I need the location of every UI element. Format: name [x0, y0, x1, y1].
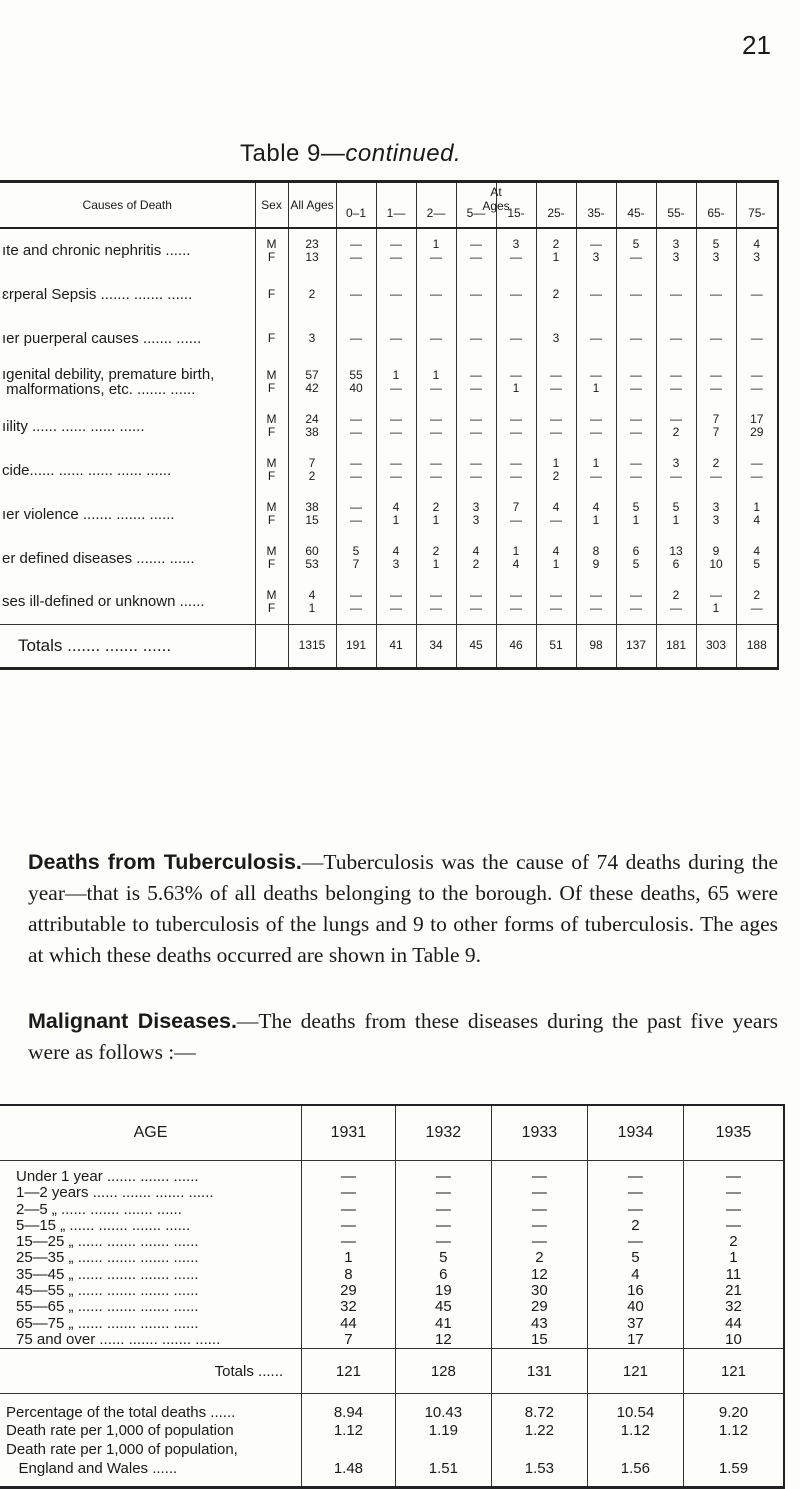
year-value: 32	[683, 1299, 784, 1315]
sex-cell: M F	[255, 228, 288, 272]
stat-value: 1.12	[302, 1422, 396, 1440]
age-label: 2—5 „ ...... ....... ....... ......	[16, 1200, 182, 1218]
totals-age-cell: 303	[696, 624, 736, 668]
stat-value: 10.43	[395, 1394, 491, 1423]
cause-cell: cide...... ...... ...... ...... ......	[2, 461, 172, 479]
year-value: 1	[683, 1250, 784, 1266]
year-value: —	[683, 1218, 784, 1234]
stat-value: 1.56	[587, 1440, 683, 1488]
table-row	[0, 536, 778, 580]
totals-value: 121	[302, 1349, 396, 1394]
age-cell: 1 4	[736, 492, 778, 536]
header-age-0: 0–1	[336, 182, 376, 229]
table-title-suffix: —continued.	[320, 140, 462, 167]
year-value: 32	[302, 1299, 396, 1315]
age-cell: 2 1	[416, 492, 456, 536]
year-value: —	[491, 1218, 587, 1234]
year-value: 44	[683, 1316, 784, 1332]
year-value: 21	[683, 1283, 784, 1299]
table-row	[0, 228, 778, 272]
age-label: 5—15 „ ...... ....... ....... ......	[16, 1216, 191, 1234]
header-age-6: 35-	[576, 182, 616, 229]
age-cell: 2 —	[736, 580, 778, 624]
stat-value: 8.72	[491, 1394, 587, 1423]
header-age-7: 45-	[616, 182, 656, 229]
age-cell: 3 —	[496, 228, 536, 272]
year-value: —	[302, 1234, 396, 1250]
age-cell: — —	[616, 448, 656, 492]
totals-age-cell: 98	[576, 624, 616, 668]
malignant-heading: Malignant Diseases.	[28, 1009, 237, 1033]
age-cell: — —	[456, 448, 496, 492]
stat-value: 1.51	[395, 1440, 491, 1488]
header-age-2: 2—	[416, 182, 456, 229]
year-value: —	[395, 1234, 491, 1250]
age-cell: 4 1	[536, 536, 576, 580]
totals-row	[0, 624, 778, 668]
all-ages-cell: 23 13	[288, 228, 336, 272]
year-value: 2	[587, 1218, 683, 1234]
age-cell: 5 7	[336, 536, 376, 580]
age-cell: — —	[456, 360, 496, 404]
totals-sex-cell	[255, 624, 288, 668]
year-value: 40	[587, 1299, 683, 1315]
age-label: 15—25 „ ...... ....... ....... ......	[16, 1233, 199, 1251]
all-ages-cell: 24 38	[288, 404, 336, 448]
sex-cell: M F	[255, 492, 288, 536]
age-cell: —	[616, 316, 656, 360]
age-cell: —	[576, 316, 616, 360]
age-cell: 1 —	[576, 448, 616, 492]
age-cell: — —	[376, 228, 416, 272]
year-value: 19	[395, 1283, 491, 1299]
age-cell: 2 1	[536, 228, 576, 272]
header-1931: 1931	[302, 1105, 396, 1161]
age-cell: 1 —	[416, 228, 456, 272]
stat-label: Death rate per 1,000 of population, England and Wales ......	[0, 1440, 302, 1488]
header-age: AGE	[0, 1105, 302, 1161]
age-cell: 3 —	[656, 448, 696, 492]
stat-value: 1.53	[491, 1440, 587, 1488]
malignant-totals-row	[0, 1349, 784, 1394]
age-cell: 9 10	[696, 536, 736, 580]
year-value: 5	[395, 1250, 491, 1266]
age-cell: 4 3	[736, 228, 778, 272]
age-cell: —	[376, 272, 416, 316]
all-ages-cell: 2	[288, 272, 336, 316]
table9-header-row	[0, 182, 778, 229]
sex-cell: F	[255, 316, 288, 360]
malignant-row	[0, 1234, 784, 1250]
age-cell: 1 2	[536, 448, 576, 492]
age-cell: — 1	[496, 360, 536, 404]
year-value: 4	[587, 1267, 683, 1283]
malignant-row	[0, 1316, 784, 1332]
age-cell: — —	[656, 360, 696, 404]
age-cell: —	[736, 272, 778, 316]
cause-cell: ıer violence ....... ....... ......	[2, 505, 175, 523]
year-value: 10	[683, 1332, 784, 1349]
age-cell: — —	[536, 360, 576, 404]
age-cell: — —	[576, 580, 616, 624]
age-cell: —	[336, 272, 376, 316]
age-cell: 4 2	[456, 536, 496, 580]
stat-value: 1.22	[491, 1422, 587, 1440]
totals-age-cell: 181	[656, 624, 696, 668]
year-value: 15	[491, 1332, 587, 1349]
year-value: —	[491, 1234, 587, 1250]
age-cell: 5 1	[656, 492, 696, 536]
year-value: —	[587, 1234, 683, 1250]
table-title	[240, 140, 461, 168]
stat-label: Death rate per 1,000 of population	[6, 1422, 234, 1440]
age-cell: 13 6	[656, 536, 696, 580]
age-cell: 5 —	[616, 228, 656, 272]
year-value: —	[302, 1202, 396, 1218]
age-cell: — —	[616, 580, 656, 624]
age-cell: — —	[416, 448, 456, 492]
year-value: —	[491, 1161, 587, 1186]
age-label: 75 and over ...... ....... ....... ......	[16, 1330, 221, 1348]
malignant-row	[0, 1267, 784, 1283]
header-1932: 1932	[395, 1105, 491, 1161]
age-cell: — 1	[696, 580, 736, 624]
age-cell: — —	[456, 228, 496, 272]
year-value: —	[395, 1202, 491, 1218]
age-cell: 2 —	[656, 580, 696, 624]
malignant-row	[0, 1250, 784, 1266]
age-cell: 4 5	[736, 536, 778, 580]
sex-cell: M F	[255, 448, 288, 492]
malignant-row	[0, 1185, 784, 1201]
year-value: —	[683, 1161, 784, 1186]
age-cell: —	[696, 316, 736, 360]
stat-value: 1.12	[683, 1422, 784, 1440]
header-age-8: 55-	[656, 182, 696, 229]
header-at-ages: At Ages	[482, 185, 510, 213]
age-cell: 6 5	[616, 536, 656, 580]
year-value: —	[395, 1161, 491, 1186]
table-row	[0, 492, 778, 536]
all-ages-cell: 3	[288, 316, 336, 360]
age-cell: 2	[536, 272, 576, 316]
tuberculosis-paragraph	[28, 847, 778, 971]
table-title-prefix: Table 9	[240, 140, 321, 167]
year-value: —	[302, 1185, 396, 1201]
stat-value: 1.48	[302, 1440, 396, 1488]
header-sex: Sex	[255, 182, 288, 229]
year-value: 2	[683, 1234, 784, 1250]
age-cell: 4 3	[376, 536, 416, 580]
totals-value: 121	[587, 1349, 683, 1394]
age-cell: 5 1	[616, 492, 656, 536]
header-1935: 1935	[683, 1105, 784, 1161]
age-cell: 7 —	[496, 492, 536, 536]
cause-cell: ıte and chronic nephritis ......	[2, 242, 191, 259]
header-causes: Causes of Death	[0, 182, 255, 229]
totals-label: Totals ....... ....... ......	[18, 635, 172, 655]
stat-row	[0, 1394, 784, 1423]
header-all-ages: All Ages	[288, 182, 336, 229]
age-cell: — —	[336, 580, 376, 624]
age-cell: — —	[336, 448, 376, 492]
table-row	[0, 272, 778, 316]
age-label: Under 1 year ....... ....... ......	[16, 1168, 199, 1185]
age-cell: 5 3	[696, 228, 736, 272]
cause-cell: ıility ...... ...... ...... ......	[2, 417, 145, 435]
totals-age-cell: 46	[496, 624, 536, 668]
year-value: 17	[587, 1332, 683, 1349]
age-cell: — 3	[576, 228, 616, 272]
stat-value: 10.54	[587, 1394, 683, 1423]
year-value: 8	[302, 1267, 396, 1283]
stat-value: 1.12	[587, 1422, 683, 1440]
malignant-row	[0, 1283, 784, 1299]
age-cell: — —	[376, 580, 416, 624]
year-value: 45	[395, 1299, 491, 1315]
year-value: 2	[491, 1250, 587, 1266]
cause-cell: er defined diseases ....... ......	[2, 549, 195, 567]
totals-value: 131	[491, 1349, 587, 1394]
malignant-diseases-table	[0, 1104, 785, 1489]
sex-cell: M F	[255, 360, 288, 404]
table-row	[0, 404, 778, 448]
age-cell: —	[416, 272, 456, 316]
table-row	[0, 360, 778, 404]
stat-value: 8.94	[302, 1394, 396, 1423]
year-value: 43	[491, 1316, 587, 1332]
age-cell: — —	[496, 448, 536, 492]
age-cell: — —	[376, 404, 416, 448]
age-cell: — —	[336, 404, 376, 448]
year-value: 16	[587, 1283, 683, 1299]
age-cell: —	[736, 316, 778, 360]
sex-cell: M F	[255, 536, 288, 580]
age-cell: — —	[336, 492, 376, 536]
age-cell: — —	[376, 448, 416, 492]
age-cell: —	[456, 316, 496, 360]
age-label: 1—2 years ...... ....... ....... ......	[16, 1184, 214, 1202]
malignant-row	[0, 1332, 784, 1349]
malignant-header-row	[0, 1105, 784, 1161]
totals-age-cell: 45	[456, 624, 496, 668]
totals-age-cell: 34	[416, 624, 456, 668]
table-row	[0, 316, 778, 360]
year-value: —	[395, 1185, 491, 1201]
year-value: 29	[302, 1283, 396, 1299]
stat-row	[0, 1422, 784, 1440]
stat-label: Percentage of the total deaths ......	[6, 1404, 236, 1422]
age-cell: — —	[616, 404, 656, 448]
year-value: 12	[491, 1267, 587, 1283]
age-cell: — —	[336, 228, 376, 272]
cause-cell: ıer puerperal causes ....... ......	[2, 329, 202, 347]
age-label: 25—35 „ ...... ....... ....... ......	[16, 1249, 199, 1267]
year-value: —	[587, 1202, 683, 1218]
causes-of-death-table	[0, 180, 779, 670]
age-cell: 3 3	[456, 492, 496, 536]
tuberculosis-heading: Deaths from Tuberculosis.	[28, 850, 302, 874]
stat-value: 9.20	[683, 1394, 784, 1423]
malignant-paragraph	[28, 1006, 778, 1068]
header-age-1: 1—	[376, 182, 416, 229]
age-cell: — —	[736, 360, 778, 404]
page-number: 21	[742, 30, 771, 60]
totals-value: 128	[395, 1349, 491, 1394]
year-value: 41	[395, 1316, 491, 1332]
totals-age-cell: 41	[376, 624, 416, 668]
age-cell: —	[696, 272, 736, 316]
header-age-9: 65-	[696, 182, 736, 229]
all-ages-cell: 38 15	[288, 492, 336, 536]
tuberculosis-text: —Tuberculosis was the cause of 74 deaths during the year—that is 5.63% of all deaths belonging to the borough. Of these deaths, 65 were attributable to tuberculosis of the lungs and 9 to other forms of tuberculosis. The ages at which these deaths occurred are shown in Table 9.	[28, 850, 778, 967]
year-value: 11	[683, 1267, 784, 1283]
year-value: —	[587, 1185, 683, 1201]
age-cell: 55 40	[336, 360, 376, 404]
year-value: 5	[587, 1250, 683, 1266]
header-1933: 1933	[491, 1105, 587, 1161]
age-cell: — —	[456, 580, 496, 624]
sex-cell: M F	[255, 580, 288, 624]
year-value: 6	[395, 1267, 491, 1283]
malignant-row	[0, 1299, 784, 1315]
age-cell: —	[496, 316, 536, 360]
year-value: 1	[302, 1250, 396, 1266]
age-cell: 3	[536, 316, 576, 360]
age-cell: —	[656, 316, 696, 360]
sex-cell: F	[255, 272, 288, 316]
age-cell: — 1	[576, 360, 616, 404]
age-cell: — —	[536, 404, 576, 448]
header-age-10: 75-	[736, 182, 778, 229]
age-label: 35—45 „ ...... ....... ....... ......	[16, 1265, 199, 1283]
age-label: 55—65 „ ...... ....... ....... ......	[16, 1298, 199, 1316]
totals-age-cell: 188	[736, 624, 778, 668]
age-label: 45—55 „ ...... ....... ....... ......	[16, 1282, 199, 1300]
age-cell: — —	[496, 580, 536, 624]
all-ages-cell: 60 53	[288, 536, 336, 580]
totals-value: 121	[683, 1349, 784, 1394]
header-age-4: At Ages 15-	[496, 182, 536, 229]
all-ages-cell: 7 2	[288, 448, 336, 492]
age-cell: 7 7	[696, 404, 736, 448]
totals-age-cell: 137	[616, 624, 656, 668]
age-cell: — —	[416, 580, 456, 624]
age-cell: — —	[576, 404, 616, 448]
age-cell: — —	[456, 404, 496, 448]
age-cell: 4 —	[536, 492, 576, 536]
age-cell: 1 —	[376, 360, 416, 404]
age-cell: —	[336, 316, 376, 360]
age-label: 65—75 „ ...... ....... ....... ......	[16, 1314, 199, 1332]
age-cell: 3 3	[656, 228, 696, 272]
header-age-3: 5—	[456, 182, 496, 229]
year-value: —	[395, 1218, 491, 1234]
sex-cell: M F	[255, 404, 288, 448]
year-value: 7	[302, 1332, 396, 1349]
all-ages-cell: 57 42	[288, 360, 336, 404]
age-cell: 2 1	[416, 536, 456, 580]
header-age-5: 25-	[536, 182, 576, 229]
age-cell: 17 29	[736, 404, 778, 448]
totals-age-cell: 191	[336, 624, 376, 668]
year-value: —	[587, 1161, 683, 1186]
age-cell: — —	[536, 580, 576, 624]
age-cell: 1 —	[416, 360, 456, 404]
malignant-row	[0, 1218, 784, 1234]
age-cell: 1 4	[496, 536, 536, 580]
age-cell: — —	[416, 404, 456, 448]
year-value: —	[491, 1202, 587, 1218]
age-cell: —	[616, 272, 656, 316]
table-row	[0, 448, 778, 492]
year-value: —	[302, 1161, 396, 1186]
malignant-row	[0, 1202, 784, 1218]
stat-value: 1.19	[395, 1422, 491, 1440]
age-cell: 2 —	[696, 448, 736, 492]
stat-row	[0, 1440, 784, 1488]
age-cell: — —	[696, 360, 736, 404]
totals-label: Totals ......	[0, 1349, 302, 1394]
table-row	[0, 580, 778, 624]
year-value: —	[683, 1202, 784, 1218]
year-value: 44	[302, 1316, 396, 1332]
age-cell: 4 1	[376, 492, 416, 536]
year-value: —	[683, 1185, 784, 1201]
cause-cell: ɛrperal Sepsis ....... ....... ......	[2, 285, 193, 303]
malignant-text: —The deaths from these diseases during the past five years were as follows :—	[28, 1009, 778, 1064]
age-cell: —	[656, 272, 696, 316]
year-value: 12	[395, 1332, 491, 1349]
year-value: —	[491, 1185, 587, 1201]
age-cell: —	[576, 272, 616, 316]
age-cell: —	[496, 272, 536, 316]
year-value: 30	[491, 1283, 587, 1299]
age-cell: 4 1	[576, 492, 616, 536]
age-cell: 8 9	[576, 536, 616, 580]
cause-cell: ses ill-defined or unknown ......	[2, 593, 205, 611]
age-cell: — —	[736, 448, 778, 492]
totals-age-cell: 51	[536, 624, 576, 668]
age-cell: —	[416, 316, 456, 360]
stat-value: 1.59	[683, 1440, 784, 1488]
year-value: 29	[491, 1299, 587, 1315]
year-value: —	[302, 1218, 396, 1234]
all-ages-cell: 4 1	[288, 580, 336, 624]
year-value: 37	[587, 1316, 683, 1332]
totals-all-cell: 1315	[288, 624, 336, 668]
cause-cell: ıgenital debility, premature birth, malformations, etc. ....... ......	[2, 366, 215, 398]
age-cell: —	[376, 316, 416, 360]
age-cell: —	[456, 272, 496, 316]
age-cell: 3 3	[696, 492, 736, 536]
age-cell: — 2	[656, 404, 696, 448]
malignant-row	[0, 1161, 784, 1186]
header-1934: 1934	[587, 1105, 683, 1161]
age-cell: — —	[496, 404, 536, 448]
age-cell: — —	[616, 360, 656, 404]
